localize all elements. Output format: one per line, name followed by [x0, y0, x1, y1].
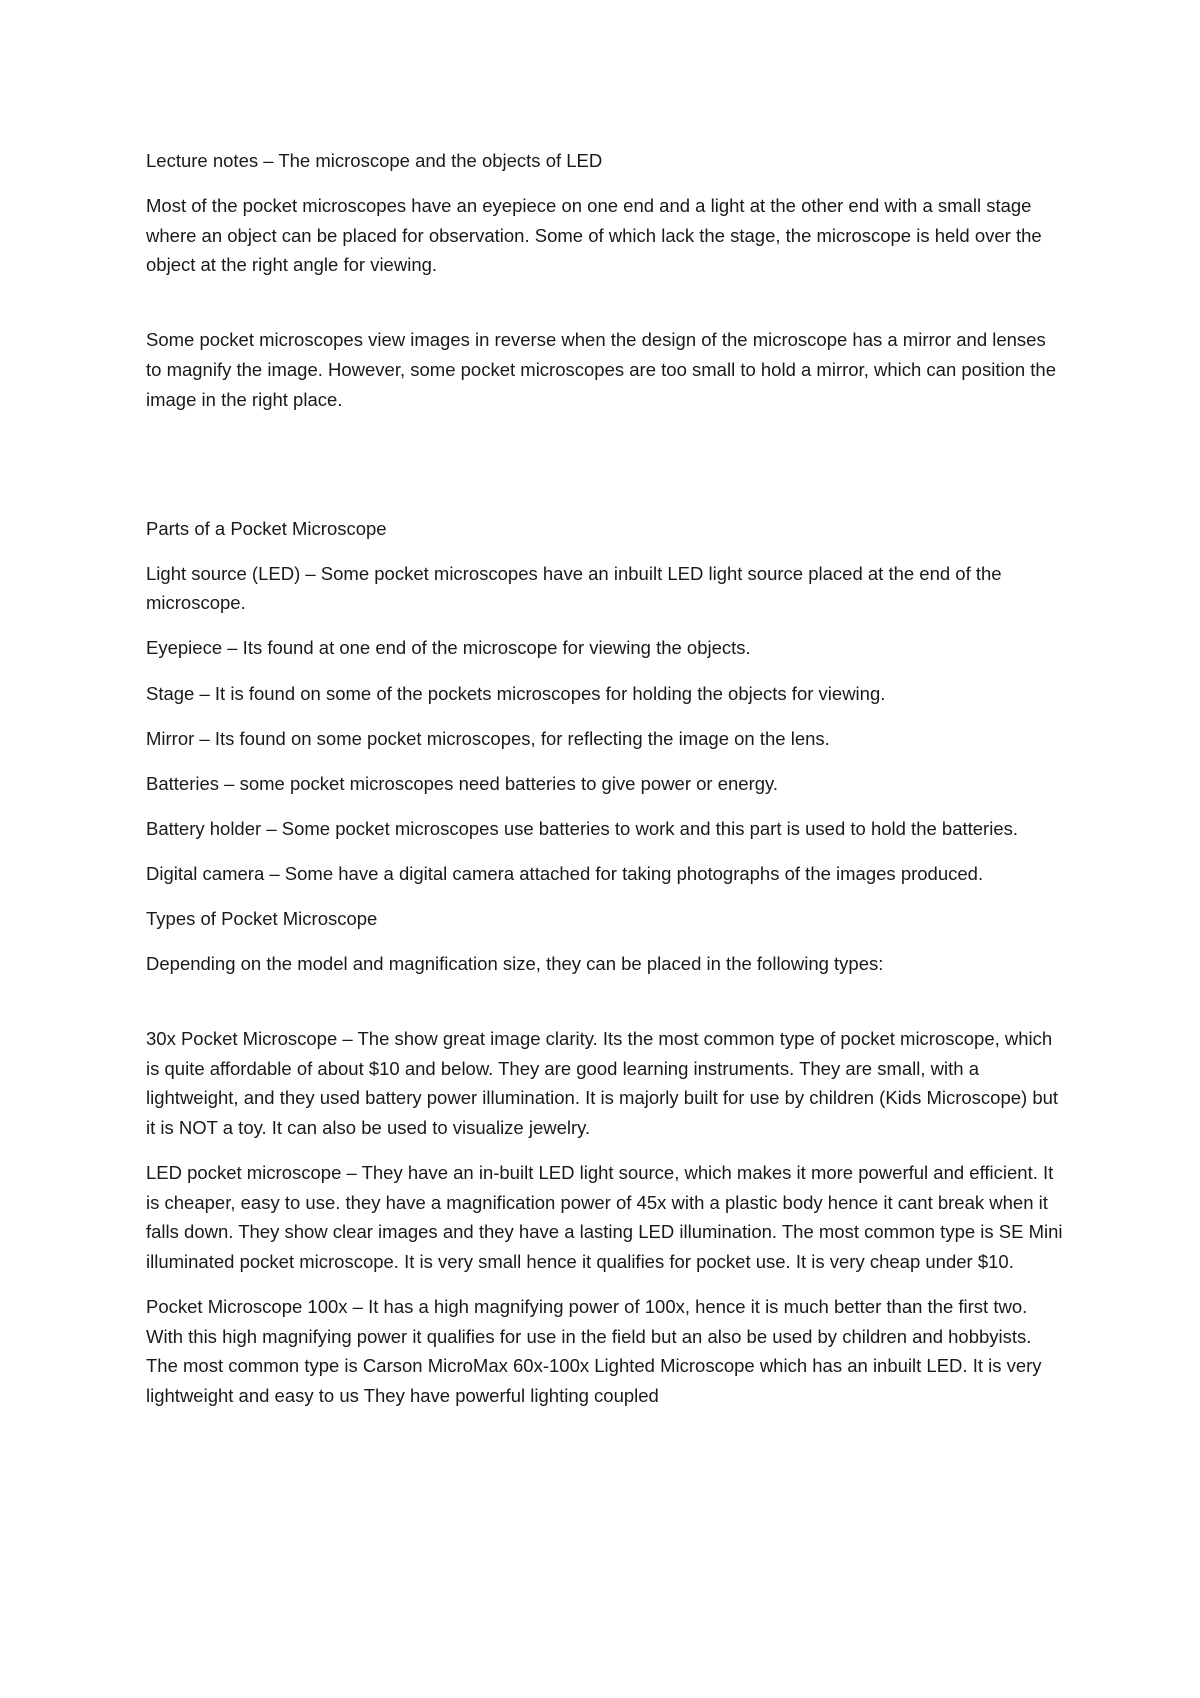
- intro-paragraph-1: Most of the pocket microscopes have an eyepiece on one end and a light at the other end with a small stage where an object can be placed for observation. Some of which lack the stage, the microscope is held over the object at the right angle for viewing.: [146, 195, 1042, 276]
- type-30x: 30x Pocket Microscope – The show great image clarity. Its the most common type of pocket microscope, which is quite affordable of about $10 and below. They are good learning instruments. They are small, with a lightweight, and they used battery power illumination. It is majorly built for use by children (Kids Microscope) but it is NOT a toy. It can also be used to visualize jewelry.: [146, 1028, 1059, 1138]
- type-100x: Pocket Microscope 100x – It has a high magnifying power of 100x, hence it is much better than the first two. With this high magnifying power it qualifies for use in the field but an also be used by children and hobbyists. The most common type is Carson MicroMax 60x-100x Lighted Microscope which has an inbuilt LED. It is very lightweight and easy to us They have powerful lighting coupled: [146, 1295, 1042, 1406]
- types-intro: Depending on the model and magnification size, they can be placed in the following types:: [146, 953, 884, 975]
- document-title: Lecture notes – The microscope and the objects of LED: [146, 150, 603, 171]
- blank-line: [146, 295, 1066, 325]
- intro-paragraph-2: Some pocket microscopes view images in reverse when the design of the microscope has a mirror and lenses to magnify the image. However, some pocket microscopes are too small to hold a mirror, which can position the image in the right place.: [146, 329, 1057, 410]
- part-eyepiece: Eyepiece – Its found at one end of the microscope for viewing the objects.: [146, 637, 751, 659]
- part-light-source: Light source (LED) – Some pocket microscopes have an inbuilt LED light source placed at the end of the microscope.: [146, 562, 1002, 614]
- parts-heading: Parts of a Pocket Microscope: [146, 517, 387, 539]
- type-led: LED pocket microscope – They have an in-built LED light source, which makes it more powerful and efficient. It is cheaper, easy to use. they have a magnification power of 45x with a plastic body hence it cant break when it falls down. They show clear images and they have a lasting LED illumination. The most common type is SE Mini illuminated pocket microscope. It is very small hence it qualifies for pocket use. It is very cheap under $10.: [146, 1162, 1063, 1272]
- part-stage: Stage – It is found on some of the pockets microscopes for holding the objects for viewing.: [146, 682, 886, 704]
- part-battery-holder: Battery holder – Some pocket microscopes use batteries to work and this part is used to hold the batteries.: [146, 817, 1019, 839]
- blank-line: [146, 430, 1066, 514]
- types-heading: Types of Pocket Microscope: [146, 908, 378, 929]
- part-digital-camera: Digital camera – Some have a digital camera attached for taking photographs of the images produced.: [146, 862, 984, 884]
- part-mirror: Mirror – Its found on some pocket microscopes, for reflecting the image on the lens.: [146, 727, 830, 749]
- blank-line: [146, 994, 1066, 1024]
- part-batteries: Batteries – some pocket microscopes need batteries to give power or energy.: [146, 772, 779, 794]
- document-body: [146, 146, 1066, 1426]
